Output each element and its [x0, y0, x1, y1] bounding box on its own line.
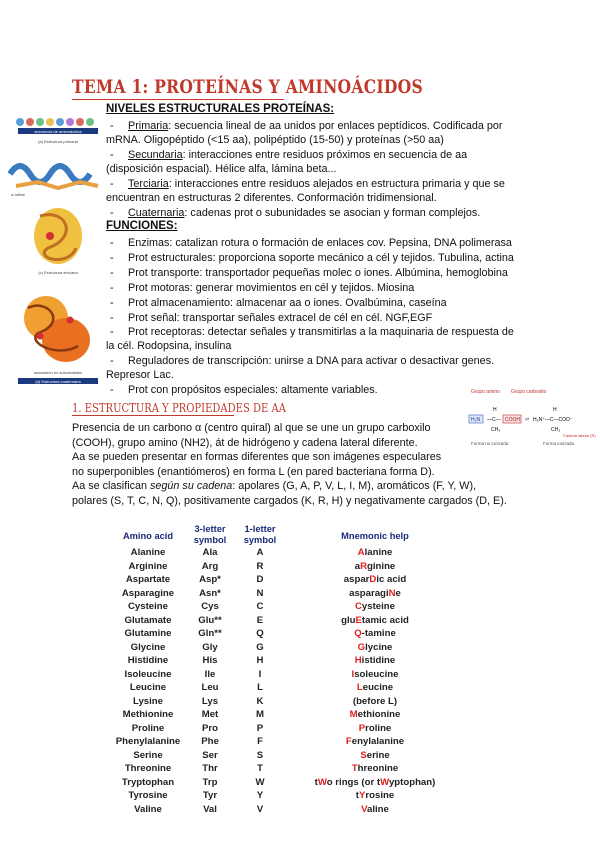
mnemonic-help: Isoleucine	[351, 668, 399, 680]
amino-acid-name: Glutamine	[124, 628, 172, 639]
alpha-helix-icon	[10, 166, 90, 182]
one-letter-symbol: V	[256, 803, 264, 815]
svg-text:—C—: —C—	[487, 417, 501, 423]
funcion-item: Prot almacenamiento: almacenar aa o iones. Ovalbúmina, caseína	[128, 297, 447, 309]
three-letter-symbol: Gln**	[198, 628, 222, 639]
svg-text:Grupo carboxilo: Grupo carboxilo	[511, 389, 547, 395]
three-letter-symbol: Ile	[204, 668, 216, 680]
amino-acid-name: Serine	[133, 749, 163, 761]
mnemonic-help: tWo rings (or tWyptophan)	[314, 776, 436, 788]
section2-title: 1. ESTRUCTURA Y PROPIEDADES DE AA	[72, 400, 286, 415]
funcion-item-cont: Represor Lac.	[106, 369, 174, 381]
one-letter-symbol: G	[256, 641, 264, 653]
funcion-item: Prot motoras: generar movimientos en cél y tejidos. Miosina	[128, 282, 415, 294]
svg-text:Cadena lateral (R): Cadena lateral (R)	[563, 433, 596, 438]
mnemonic-help: Leucine	[356, 682, 394, 693]
three-letter-symbol: Asp*	[199, 574, 221, 585]
funcion-item: Prot con propósitos especiales: altamente variables.	[128, 384, 378, 396]
amino-acid-name: Histidine	[127, 655, 169, 666]
amino-acid-name: Phenylalanine	[115, 736, 181, 747]
amino-acid-ionization-diagram	[463, 385, 598, 465]
three-letter-symbol: Arg	[201, 560, 219, 572]
three-letter-symbol: His	[202, 655, 218, 666]
mnemonic-help: Cysteine	[354, 601, 395, 612]
three-letter-symbol: Tyr	[202, 790, 218, 801]
amino-acid-name: Tryptophan	[121, 776, 175, 788]
title-underline	[72, 99, 284, 100]
nivel-terciaria: Terciaria: interacciones entre residuos alejados en estructura primaria y que se	[128, 178, 505, 190]
svg-text:CH₃: CH₃	[551, 427, 561, 433]
amino-acid-name: Alanine	[130, 547, 166, 558]
funcion-item: Prot transporte: transportador pequeñas molec o iones. Albúmina, hemoglobina	[128, 267, 508, 279]
three-letter-symbol: Cys	[201, 601, 219, 612]
amino-acid-name: Glycine	[130, 641, 166, 653]
svg-text:α-hélice: α-hélice	[11, 192, 26, 197]
three-letter-symbol: Trp	[202, 776, 218, 788]
amino-acid-name: Asparagine	[121, 587, 175, 599]
one-letter-symbol: I	[258, 668, 262, 680]
mnemonic-help: Serine	[360, 749, 390, 761]
estructura-line: no superponibles (enantiómeros) en forma L (en pared bacteriana forma D).	[72, 466, 435, 478]
svg-text:CH₃: CH₃	[491, 427, 501, 433]
mnemonic-help: Valine	[361, 803, 389, 815]
svg-text:secuencia de aminoácidos: secuencia de aminoácidos	[34, 129, 82, 134]
svg-text:(c) Estructura terciaria: (c) Estructura terciaria	[38, 270, 78, 275]
amino-acid-name: Valine	[134, 803, 162, 815]
one-letter-symbol: W	[255, 776, 265, 788]
col-header-amino-acid: Amino acid	[122, 531, 174, 541]
amino-acid-name: Isoleucine	[124, 668, 172, 680]
svg-text:⇌: ⇌	[525, 417, 530, 423]
three-letter-symbol: Glu**	[198, 614, 222, 626]
svg-text:H₃N⁺—C—COO⁻: H₃N⁺—C—COO⁻	[533, 417, 573, 423]
svg-text:H: H	[493, 407, 497, 413]
quaternary-structure-icon	[24, 296, 90, 362]
section2-underline	[72, 415, 234, 416]
one-letter-symbol: Q	[256, 628, 264, 639]
svg-text:Grupo amino: Grupo amino	[471, 389, 500, 395]
page-title: TEMA 1: PROTEÍNAS Y AMINOÁCIDOS	[72, 76, 423, 98]
three-letter-symbol: Val	[203, 803, 217, 815]
col-header-mnemonic: Mnemonic help	[341, 531, 409, 541]
one-letter-symbol: A	[256, 547, 264, 558]
nivel-primaria-cont: mRNA. Oligopéptido (<15 aa), polipéptido (15-50) y proteínas (>50 aa)	[106, 134, 444, 146]
mnemonic-help: (before L)	[352, 695, 398, 707]
mnemonic-help: Histidine	[354, 655, 396, 666]
amino-acid-name: Glutamate	[124, 614, 172, 626]
one-letter-symbol: C	[256, 601, 264, 612]
nivel-terciaria-cont: encuentran en estructuras 2 diferentes. Conformación tridimensional.	[106, 192, 437, 204]
clasificacion-line: Aa se clasifican según su cadena: apolares (G, A, P, V, L, I, M), aromáticos (F, Y, W),	[72, 480, 477, 492]
nivel-secundaria: Secundaria: interacciones entre residuos próximos en secuencia de aa	[128, 149, 468, 161]
three-letter-symbol: Lys	[201, 695, 219, 707]
svg-text:COOH: COOH	[505, 417, 520, 423]
funcion-item: Prot estructurales: proporciona soporte mecánico a cél y tejidos. Tubulina, actina	[128, 252, 514, 264]
three-letter-symbol: Ser	[202, 749, 218, 761]
one-letter-symbol: T	[257, 763, 263, 774]
amino-acid-chain-icon	[16, 118, 94, 126]
three-letter-symbol: Ala	[202, 547, 218, 558]
mnemonic-help: asparDic acid	[343, 574, 407, 585]
amino-acid-name: Threonine	[124, 763, 172, 774]
svg-text:H₂N: H₂N	[471, 417, 481, 423]
three-letter-symbol: Pro	[202, 722, 218, 734]
mnemonic-help: Glycine	[357, 641, 393, 653]
one-letter-symbol: K	[256, 695, 264, 707]
one-letter-symbol: L	[257, 682, 263, 693]
three-letter-symbol: Phe	[201, 736, 219, 747]
mnemonic-help: asparagiNe	[349, 587, 401, 599]
mnemonic-help: gluEtamic acid	[341, 614, 409, 626]
funcion-item: Enzimas: catalizan rotura o formación de enlaces cov. Pepsina, DNA polimerasa	[128, 237, 512, 249]
amino-acid-name: Lysine	[132, 695, 164, 707]
one-letter-symbol: N	[256, 587, 264, 599]
amino-acid-name: Methionine	[122, 709, 174, 720]
amino-acid-name: Cysteine	[128, 601, 168, 612]
mnemonic-help: tYrosine	[355, 790, 395, 801]
svg-text:(a) Estructura primaria: (a) Estructura primaria	[38, 139, 78, 144]
svg-text:asociación en subunidades: asociación en subunidades	[33, 370, 83, 375]
mnemonic-help: aRginine	[354, 560, 396, 572]
estructura-line: Presencia de un carbono α (centro quiral) al que se une un grupo carboxilo	[72, 422, 431, 434]
funciones-heading: FUNCIONES:	[106, 220, 178, 232]
three-letter-symbol: Met	[201, 709, 219, 720]
amino-acid-name: Arginine	[128, 560, 168, 572]
three-letter-symbol: Asn*	[199, 587, 221, 599]
mnemonic-help: Threonine	[351, 763, 399, 774]
amino-acid-name: Tyrosine	[128, 790, 168, 801]
funcion-item: Prot señal: transportar señales extracel de cél en cél. NGF,EGF	[128, 312, 433, 324]
funcion-item: Prot receptoras: detectar señales y transmitirlas a la maquinaria de respuesta de	[128, 326, 514, 338]
one-letter-symbol: Y	[256, 790, 264, 801]
niveles-heading: NIVELES ESTRUCTURALES PROTEÍNAS:	[106, 103, 335, 115]
nivel-cuaternaria: Cuaternaria: cadenas prot o subunidades se asocian y forman complejos.	[128, 207, 481, 219]
one-letter-symbol: M	[256, 709, 264, 720]
funcion-item-cont: la cél. Rodopsina, insulina	[106, 340, 232, 352]
col-header-1-letter: 1-letter symbol	[243, 524, 277, 545]
nivel-secundaria-cont: (disposición espacial). Hélice alfa, lámina beta...	[106, 163, 337, 175]
svg-text:(d) Estructura cuaternaria: (d) Estructura cuaternaria	[35, 379, 81, 384]
protein-structure-figure	[8, 108, 104, 398]
amino-acid-name: Leucine	[129, 682, 167, 693]
one-letter-symbol: F	[257, 736, 263, 747]
three-letter-symbol: Leu	[201, 682, 219, 693]
svg-text:H: H	[553, 407, 557, 413]
one-letter-symbol: S	[256, 749, 264, 761]
col-header-3-letter: 3-letter symbol	[193, 524, 227, 545]
three-letter-symbol: Gly	[202, 641, 218, 653]
one-letter-symbol: H	[256, 655, 264, 666]
one-letter-symbol: P	[256, 722, 264, 734]
svg-text:Forma no ionizada: Forma no ionizada	[471, 441, 509, 446]
estructura-line: Aa se pueden presentar en formas diferentes que son imágenes especulares	[72, 451, 442, 463]
mnemonic-help: Proline	[358, 722, 392, 734]
one-letter-symbol: R	[256, 560, 264, 572]
mnemonic-help: Q-tamine	[354, 628, 396, 639]
tertiary-structure-icon	[34, 208, 82, 264]
funcion-item: Reguladores de transcripción: unirse a DNA para activar o desactivar genes.	[128, 355, 495, 367]
clasificacion-line-2: polares (S, T, C, N, Q), positivamente cargados (K, R, H) y negativamente cargados (D, E).	[72, 495, 507, 507]
svg-text:Forma ionizada: Forma ionizada	[543, 441, 575, 446]
mnemonic-help: Alanine	[357, 547, 393, 558]
nivel-primaria: Primaria: secuencia lineal de aa unidos por enlaces peptídicos. Codificada por	[128, 120, 503, 132]
estructura-line: (COOH), grupo amino (NH2), át de hidrógeno y cadena lateral diferente.	[72, 437, 418, 449]
amino-acid-name: Aspartate	[125, 574, 171, 585]
one-letter-symbol: E	[256, 614, 264, 626]
mnemonic-help: Fenylalanine	[345, 736, 405, 747]
three-letter-symbol: Thr	[202, 763, 218, 774]
amino-acid-name: Proline	[131, 722, 165, 734]
mnemonic-help: Methionine	[349, 709, 401, 720]
one-letter-symbol: D	[256, 574, 264, 585]
